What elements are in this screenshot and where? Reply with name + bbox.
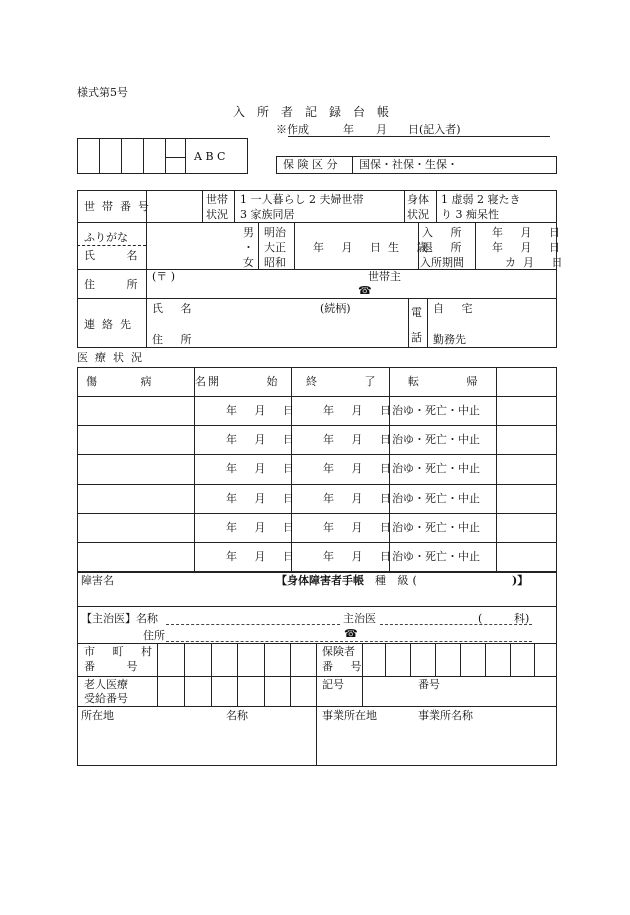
start-date: 年 月 日 bbox=[226, 550, 301, 563]
era-taisho: 大正 bbox=[264, 241, 286, 254]
doctor-name-label: 主治医 bbox=[343, 612, 376, 625]
postal-code: (〒 ) bbox=[152, 270, 176, 283]
outcome[interactable]: 治ゆ・死亡・中止 bbox=[392, 521, 480, 534]
doctor-label: 【主治医】名称 bbox=[81, 612, 158, 625]
header-disease: 傷 病 名 bbox=[86, 375, 226, 388]
household-status-label-2: 状況 bbox=[206, 208, 228, 221]
telephone-icon: ☎ bbox=[358, 284, 372, 297]
outcome[interactable]: 治ゆ・死亡・中止 bbox=[392, 550, 480, 563]
era-showa: 昭和 bbox=[264, 256, 286, 269]
insurer-label: 保険者 bbox=[322, 645, 355, 658]
exit-label: 退 所 bbox=[422, 241, 469, 254]
municipality-label-2: 番 号 bbox=[84, 660, 152, 673]
end-date: 年 月 日 bbox=[323, 521, 398, 534]
disability-close: )】 bbox=[512, 574, 529, 587]
household-status-line-1: 1 一人暮らし 2 夫婦世帯 bbox=[240, 193, 364, 206]
sex-male: 男 bbox=[243, 226, 254, 239]
page-title: 入所者記録台帳 bbox=[233, 105, 402, 119]
disability-handbook: 【身体障害者手帳 bbox=[276, 574, 364, 587]
code-boxes[interactable] bbox=[77, 138, 186, 174]
body-status-line-1: 1 虚弱 2 寝たき bbox=[441, 193, 521, 206]
end-date: 年 月 日 bbox=[323, 492, 398, 505]
birth-date: 年 月 日生 歳 bbox=[313, 241, 435, 254]
sex-dot: ・ bbox=[243, 241, 254, 254]
created-day: 日(記入者) bbox=[408, 123, 461, 136]
end-date: 年 月 日 bbox=[323, 404, 398, 417]
disability-grade: 種 級( bbox=[375, 574, 421, 587]
exit-date: 年 月 日 bbox=[492, 241, 567, 254]
office-name-label: 事業所名称 bbox=[418, 709, 473, 722]
location-name-label: 名称 bbox=[226, 709, 248, 722]
created-underline bbox=[288, 136, 550, 137]
created-prefix: ※作成 bbox=[276, 123, 309, 136]
end-date: 年 月 日 bbox=[323, 433, 398, 446]
disability-label: 障害名 bbox=[81, 574, 114, 587]
household-status-line-2: 3 家族同居 bbox=[240, 208, 295, 221]
elderly-label-2: 受給番号 bbox=[84, 692, 128, 705]
entry-date: 年 月 日 bbox=[492, 226, 567, 239]
contact-address: 住 所 bbox=[152, 333, 199, 346]
address-label: 住 所 bbox=[84, 278, 152, 291]
work-phone-label: 勤務先 bbox=[433, 333, 466, 346]
header-outcome: 転 帰 bbox=[408, 375, 500, 388]
header-start: 開 始 bbox=[208, 375, 300, 388]
name-label: 氏 名 bbox=[84, 249, 152, 262]
household-status-label: 世帯 bbox=[206, 193, 228, 206]
elderly-symbol-label: 記号 bbox=[322, 678, 344, 691]
household-head: 世帯主 bbox=[368, 270, 401, 283]
elderly-number-label: 番号 bbox=[418, 678, 440, 691]
outcome[interactable]: 治ゆ・死亡・中止 bbox=[392, 404, 480, 417]
outcome[interactable]: 治ゆ・死亡・中止 bbox=[392, 492, 480, 505]
body-status-label-2: 状況 bbox=[407, 208, 429, 221]
start-date: 年 月 日 bbox=[226, 462, 301, 475]
start-date: 年 月 日 bbox=[226, 404, 301, 417]
insurance-value: 国保・社保・生保・ bbox=[359, 158, 458, 171]
phone-label-1: 電 bbox=[411, 306, 422, 319]
furigana-label: ふりがな bbox=[84, 231, 128, 244]
location-label: 所在地 bbox=[81, 709, 114, 722]
insurance-label: 保 険 区 分 bbox=[283, 158, 338, 171]
period-label: 入所期間 bbox=[420, 256, 464, 269]
created-year: 年 bbox=[343, 123, 354, 136]
created-month: 月 bbox=[376, 123, 387, 136]
municipality-label: 市 町 村 bbox=[84, 645, 159, 658]
contact-relation: (続柄) bbox=[320, 302, 351, 315]
dept-label: 科) bbox=[514, 612, 530, 625]
end-date: 年 月 日 bbox=[323, 462, 398, 475]
form-number: 様式第5号 bbox=[77, 86, 128, 99]
elderly-label: 老人医療 bbox=[84, 678, 128, 691]
period-value: カ月 日 bbox=[505, 256, 570, 269]
contact-name: 氏 名 bbox=[152, 302, 199, 315]
body-status-line-2: り 3 痴呆性 bbox=[441, 208, 499, 221]
insurer-label-2: 番 号 bbox=[322, 660, 369, 673]
era-meiji: 明治 bbox=[264, 226, 286, 239]
home-phone-label: 自 宅 bbox=[433, 302, 480, 315]
start-date: 年 月 日 bbox=[226, 521, 301, 534]
telephone-icon: ☎ bbox=[344, 627, 358, 640]
sex-female: 女 bbox=[243, 256, 254, 269]
office-location-label: 事業所在地 bbox=[322, 709, 377, 722]
body-status-label: 身体 bbox=[407, 193, 429, 206]
end-date: 年 月 日 bbox=[323, 550, 398, 563]
dept-open: ( bbox=[478, 612, 483, 625]
doctor-address-label: 住所 bbox=[143, 629, 165, 642]
header-end: 終 了 bbox=[306, 375, 398, 388]
entry-label: 入 所 bbox=[422, 226, 469, 239]
abc-label: A B C bbox=[194, 150, 226, 163]
start-date: 年 月 日 bbox=[226, 492, 301, 505]
contact-label: 連絡先 bbox=[84, 318, 138, 331]
household-number-label: 世帯番号 bbox=[84, 200, 156, 213]
outcome[interactable]: 治ゆ・死亡・中止 bbox=[392, 433, 480, 446]
phone-label-2: 話 bbox=[411, 331, 422, 344]
outcome[interactable]: 治ゆ・死亡・中止 bbox=[392, 462, 480, 475]
medical-section-title: 医療状況 bbox=[77, 351, 149, 364]
start-date: 年 月 日 bbox=[226, 433, 301, 446]
